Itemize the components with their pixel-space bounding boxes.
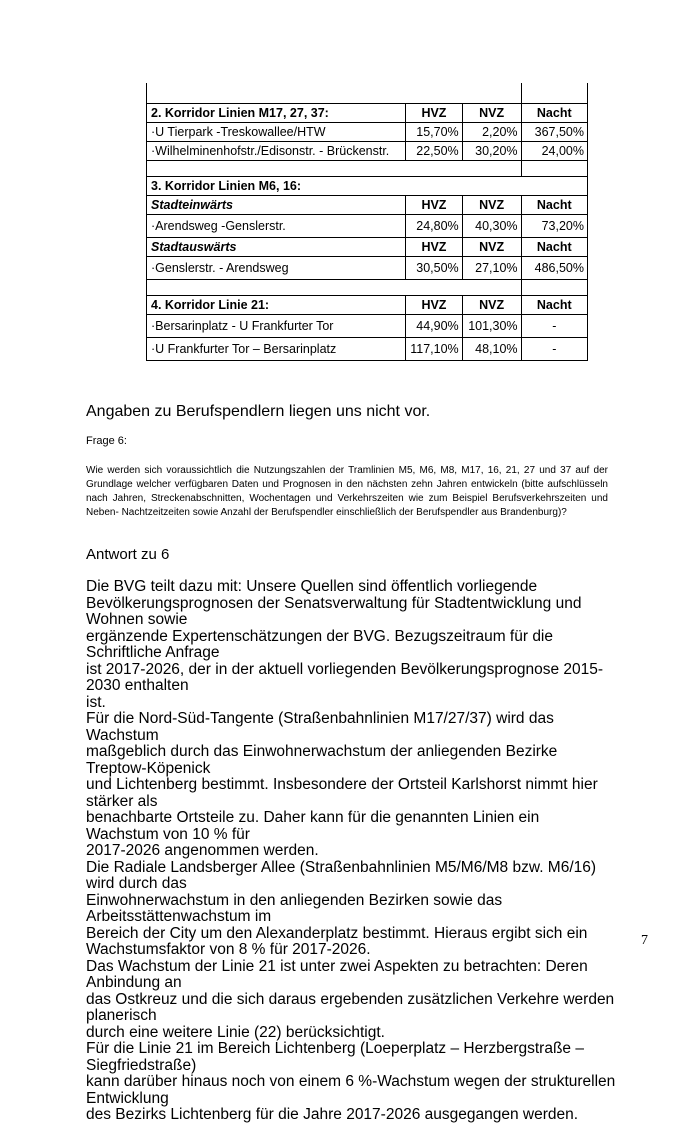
table-row xyxy=(147,257,588,280)
answer-line: kann darüber hinaus noch von einem 6 %-Wachstum wegen der strukturellen Entwicklung xyxy=(86,1073,616,1107)
answer-line: Bereich der City um den Alexanderplatz bestimmt. Hieraus ergibt sich ein xyxy=(86,924,588,942)
section-title: 2. Korridor Linien M17, 27, 37: xyxy=(147,104,406,123)
column-header-nacht: Nacht xyxy=(521,104,587,123)
answer-line: Die Radiale Landsberger Allee (Straßenbahnlinien M5/M6/M8 bzw. M6/16) wird durch das xyxy=(86,858,597,892)
spacer-row xyxy=(147,280,588,296)
answer-line: Die BVG teilt dazu mit: Unsere Quellen sind öffentlich vorliegende xyxy=(86,578,538,595)
subgroup-header-row xyxy=(147,196,588,215)
nacht-value: 24,00% xyxy=(521,142,587,161)
table-row xyxy=(147,338,588,361)
column-header-hvz: HVZ xyxy=(406,104,462,123)
nvz-value: 30,20% xyxy=(462,142,521,161)
section-title: 3. Korridor Linien M6, 16: xyxy=(147,177,588,196)
route-label: ·Genslerstr. - Arendsweg xyxy=(147,257,406,280)
answer-line: Das Wachstum der Linie 21 ist unter zwei Aspekten zu betrachten: Deren Anbindung an xyxy=(86,957,588,991)
column-header-nacht: Nacht xyxy=(521,196,587,215)
question-text: Wie werden sich voraussichtlich die Nutzungszahlen der Tramlinien M5, M6, M8, M17, 16, 21, 27 und 37 auf der Grundlage welcher verfügbaren Daten und Prognosen in den nächsten zehn Jahren entwickeln (bitte aufschlüsseln nach Jahren, Streckenabschnitten, Wochentagen und Verkehrszeiten wie zum Beispiel Berufsverkehrszeiten und Neben- Nachtzeitzeiten sowie Anzahl der Berufspendler einschließlich der Berufspendler aus Brandenburg)? xyxy=(86,465,608,518)
section-header-row xyxy=(147,177,588,196)
column-header-hvz: HVZ xyxy=(406,196,462,215)
nacht-value: 73,20% xyxy=(521,215,587,238)
hvz-value: 15,70% xyxy=(406,123,462,142)
direction-title: Stadtauswärts xyxy=(147,238,406,257)
answer-line: das Ostkreuz und die sich daraus ergebenden zusätzlichen Verkehre werden planerisch xyxy=(86,990,615,1024)
question-label: Frage 6: xyxy=(86,435,127,447)
column-header-nvz: NVZ xyxy=(462,296,521,315)
column-header-nvz: NVZ xyxy=(462,238,521,257)
answer-line: Einwohnerwachstum in den anliegenden Bezirken sowie das Arbeitsstättenwachstum im xyxy=(86,891,503,925)
nvz-value: 48,10% xyxy=(462,338,521,361)
answer-line: Wachstumsfaktor von 8 % für 2017-2026. xyxy=(86,941,371,958)
section-header-row xyxy=(147,296,588,315)
nvz-value: 101,30% xyxy=(462,315,521,338)
answer-line: des Bezirks Lichtenberg für die Jahre 2017-2026 ausgegangen werden. xyxy=(86,1106,579,1123)
column-header-hvz: HVZ xyxy=(406,296,462,315)
answer-line: Für die Linie 21 im Bereich Lichtenberg (Loeperplatz – Herzbergstraße – Siegfriedstraße) xyxy=(86,1040,584,1074)
section-title: 4. Korridor Linie 21: xyxy=(147,296,406,315)
answer-line: durch eine weitere Linie (22) berücksichtigt. xyxy=(86,1023,385,1041)
nacht-value: - xyxy=(521,338,587,361)
hvz-value: 117,10% xyxy=(406,338,462,361)
commuter-note: Angaben zu Berufspendlern liegen uns nicht vor. xyxy=(86,403,431,420)
answer-line: ist 2017-2026, der in der aktuell vorliegenden Bevölkerungsprognose 2015-2030 enthalten xyxy=(86,660,604,694)
route-label: ·Arendsweg -Genslerstr. xyxy=(147,215,406,238)
route-label: ·Bersarinplatz - U Frankfurter Tor xyxy=(147,315,406,338)
hvz-value: 44,90% xyxy=(406,315,462,338)
column-header-nvz: NVZ xyxy=(462,104,521,123)
direction-title: Stadteinwärts xyxy=(147,196,406,215)
spacer-row xyxy=(147,161,588,177)
table-row xyxy=(147,215,588,238)
answer-line: 2017-2026 angenommen werden. xyxy=(86,842,319,859)
table-row xyxy=(147,123,588,142)
hvz-value: 24,80% xyxy=(406,215,462,238)
column-header-hvz: HVZ xyxy=(406,238,462,257)
nvz-value: 40,30% xyxy=(462,215,521,238)
column-header-nacht: Nacht xyxy=(521,296,587,315)
answer-label: Antwort zu 6 xyxy=(86,546,170,563)
hvz-value: 30,50% xyxy=(406,257,462,280)
route-label: ·Wilhelminenhofstr./Edisonstr. - Brückenstr. xyxy=(147,142,406,161)
hvz-value: 22,50% xyxy=(406,142,462,161)
answer-line: und Lichtenberg bestimmt. Insbesondere der Ortsteil Karlshorst nimmt hier stärker als xyxy=(86,776,598,810)
table-row xyxy=(147,315,588,338)
route-label: ·U Tierpark -Treskowallee/HTW xyxy=(147,123,406,142)
page-number: 7 xyxy=(641,933,648,948)
column-header-nvz: NVZ xyxy=(462,196,521,215)
answer-line: maßgeblich durch das Einwohnerwachstum der anliegenden Bezirke Treptow-Köpenick xyxy=(86,743,558,777)
nvz-value: 27,10% xyxy=(462,257,521,280)
answer-line: Für die Nord-Süd-Tangente (Straßenbahnlinien M17/27/37) wird das Wachstum xyxy=(86,710,554,744)
nvz-value: 2,20% xyxy=(462,123,521,142)
answer-line: benachbarte Ortsteile zu. Daher kann für die genannten Linien ein Wachstum von 10 % für xyxy=(86,809,540,843)
section-header-row xyxy=(147,104,588,123)
nacht-value: 367,50% xyxy=(521,123,587,142)
growth-table xyxy=(146,83,588,361)
answer-line: ergänzende Expertenschätzungen der BVG. Bezugszeitraum für die Schriftliche Anfrage xyxy=(86,627,553,661)
route-label: ·U Frankfurter Tor – Bersarinplatz xyxy=(147,338,406,361)
answer-body xyxy=(86,579,616,1124)
subgroup-header-row xyxy=(147,238,588,257)
table-row xyxy=(147,142,588,161)
nacht-value: 486,50% xyxy=(521,257,587,280)
answer-line: Bevölkerungsprognosen der Senatsverwaltung für Stadtentwicklung und Wohnen sowie xyxy=(86,594,582,628)
table-top-spacer xyxy=(147,83,588,104)
column-header-nacht: Nacht xyxy=(521,238,587,257)
answer-line: ist. xyxy=(86,693,106,711)
nacht-value: - xyxy=(521,315,587,338)
